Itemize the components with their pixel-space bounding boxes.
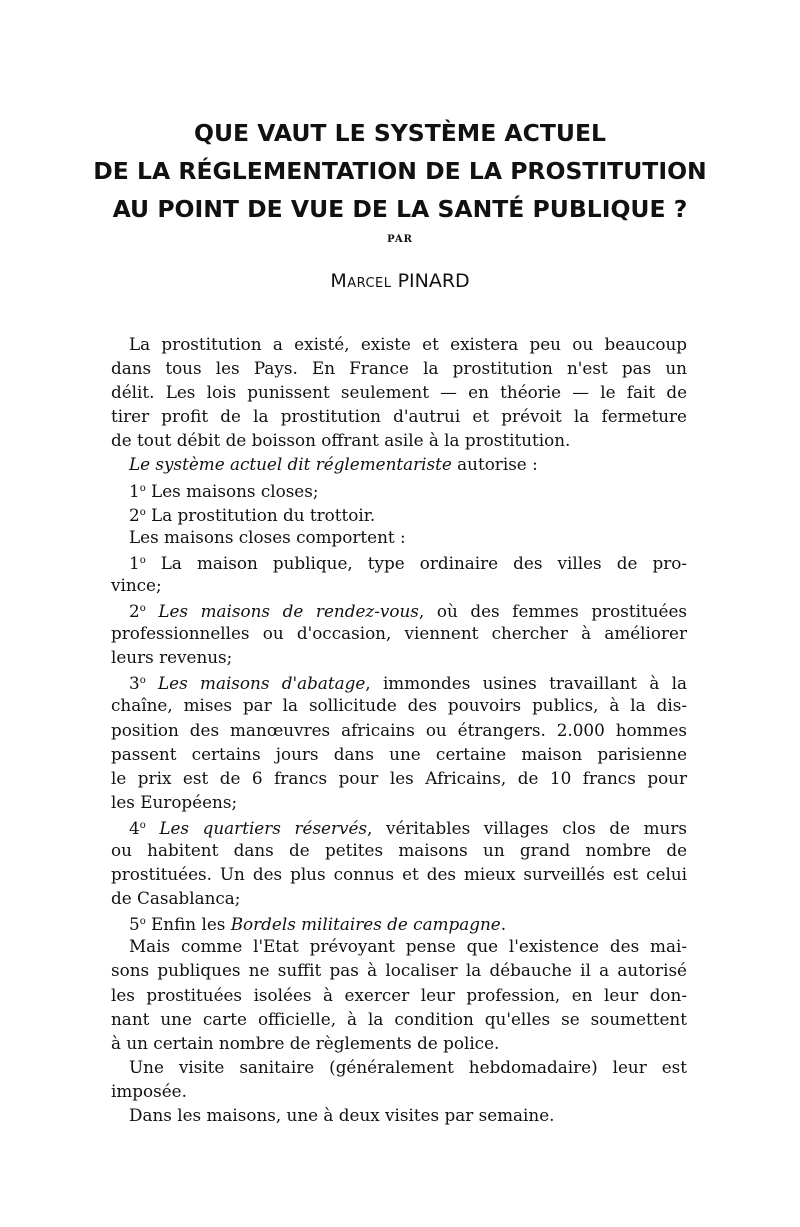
text-line xyxy=(111,838,687,862)
line-text: , véritables villages clos de murs xyxy=(367,817,687,838)
title-line-1: QUE VAUT LE SYSTÈME ACTUEL xyxy=(194,119,606,147)
ordinal-mark: o xyxy=(139,819,146,831)
line-text: ou habitent dans de petites maisons un grand nombre de xyxy=(111,839,687,860)
line-text: les prostituées isolées à exercer leur profession, en leur don- xyxy=(111,984,687,1005)
italic-phrase: Les quartiers réservés xyxy=(145,817,368,838)
text-line xyxy=(111,597,687,621)
line-text: à un certain nombre de règlements de police. xyxy=(111,1032,500,1053)
text-line xyxy=(111,910,687,934)
text-line xyxy=(111,718,687,742)
line-text: prostituées. Un des plus connus et des mieux surveillés est celui xyxy=(111,864,687,885)
body-text xyxy=(111,332,687,1127)
author-first-name: Marcel xyxy=(330,270,392,292)
text-line xyxy=(111,814,687,838)
list-number: 1 xyxy=(129,552,140,573)
text-line xyxy=(111,477,687,501)
text-line xyxy=(111,332,687,356)
italic-phrase: Bordels militaires de campagne xyxy=(230,914,501,935)
text-line xyxy=(111,742,687,766)
line-text: , immondes usines travaillant à la xyxy=(365,673,688,694)
author-last-name: PINARD xyxy=(397,270,470,292)
italic-phrase: Les maisons de rendez-vous xyxy=(145,601,419,622)
line-text: Dans les maisons, une à deux visites par semaine. xyxy=(129,1105,555,1125)
line-text: position des manœuvres africains ou étrangers. 2.000 hommes xyxy=(111,719,687,740)
text-line xyxy=(111,766,687,790)
list-number: 1 xyxy=(129,480,140,501)
title-line-3: AU POINT DE VUE DE LA SANTÉ PUBLIQUE ? xyxy=(112,195,688,223)
list-number: 5 xyxy=(129,914,140,935)
line-text: de Casablanca; xyxy=(111,888,241,909)
line-text: La prostitution a existé, existe et existera peu ou beaucoup xyxy=(129,334,687,354)
text-line xyxy=(111,1007,687,1031)
text-line xyxy=(111,404,687,428)
line-text: dans tous les Pays. En France la prostitution n'est pas un xyxy=(111,358,687,379)
text-line xyxy=(111,573,687,597)
text-line xyxy=(111,862,687,886)
line-text: chaîne, mises par la sollicitude des pouvoirs publics, à la dis- xyxy=(111,695,687,716)
text-line xyxy=(111,958,687,982)
line-text: sons publiques ne suffit pas à localiser la débauche il a autorisé xyxy=(111,960,687,981)
ordinal-mark: o xyxy=(139,554,146,566)
list-number: 4 xyxy=(129,817,140,838)
italic-phrase: Le système actuel dit réglementariste xyxy=(129,454,452,475)
text-line xyxy=(111,934,687,958)
text-line xyxy=(111,525,687,549)
text-line xyxy=(111,983,687,1007)
line-text: délit. Les lois punissent seulement — en théorie — le fait de xyxy=(111,382,687,403)
text-line xyxy=(111,1055,687,1079)
ordinal-mark: o xyxy=(139,916,146,928)
list-number: 3 xyxy=(129,673,140,694)
ordinal-mark: o xyxy=(139,603,146,615)
text-line xyxy=(111,452,687,476)
text-line xyxy=(111,1079,687,1103)
line-text: professionnelles ou d'occasion, viennent chercher à améliorer xyxy=(111,623,687,644)
line-text: nant une carte officielle, à la condition qu'elles se soumettent xyxy=(111,1008,687,1029)
article-title xyxy=(0,114,800,228)
ordinal-mark: o xyxy=(139,506,146,518)
line-text: les Européens; xyxy=(111,791,238,812)
line-text: Une visite sanitaire (généralement hebdomadaire) leur est xyxy=(129,1056,687,1077)
line-text: passent certains jours dans une certaine maison parisienne xyxy=(111,743,687,764)
ordinal-mark: o xyxy=(139,675,146,687)
text-line xyxy=(111,645,687,669)
line-text: de tout débit de boisson offrant asile à la prostitution. xyxy=(111,430,571,451)
text-line xyxy=(111,790,687,814)
line-text: autorise : xyxy=(451,454,538,475)
text-line xyxy=(111,1031,687,1055)
line-text: tirer profit de la prostitution d'autrui et prévoit la fermeture xyxy=(111,406,687,427)
line-text: imposée. xyxy=(111,1080,187,1101)
line-text: La prostitution du trottoir. xyxy=(145,504,376,525)
line-text: Enfin les xyxy=(145,914,231,935)
text-line xyxy=(111,428,687,452)
line-text: , où des femmes prostituées xyxy=(418,601,687,622)
text-line xyxy=(111,1103,687,1127)
title-line-2: DE LA RÉGLEMENTATION DE LA PROSTITUTION xyxy=(93,157,707,185)
author-name xyxy=(0,270,800,292)
byline-par: PAR xyxy=(387,234,413,245)
line-text: La maison publique, type ordinaire des villes de pro- xyxy=(145,552,687,573)
text-line xyxy=(111,356,687,380)
italic-phrase: Les maisons d'abatage xyxy=(145,673,366,694)
line-text: vince; xyxy=(111,574,162,595)
line-text: leurs revenus; xyxy=(111,647,233,668)
list-number: 2 xyxy=(129,601,140,622)
text-line xyxy=(111,380,687,404)
line-text: le prix est de 6 francs pour les Africains, de 10 francs pour xyxy=(111,767,687,788)
text-line xyxy=(111,693,687,717)
line-text: . xyxy=(500,914,507,935)
line-text: Mais comme l'Etat prévoyant pense que l'existence des mai- xyxy=(129,936,687,957)
text-line xyxy=(111,549,687,573)
line-text: Les maisons closes comportent : xyxy=(129,526,406,547)
ordinal-mark: o xyxy=(139,482,146,494)
text-line xyxy=(111,501,687,525)
list-number: 2 xyxy=(129,504,140,525)
text-line xyxy=(111,621,687,645)
text-line xyxy=(111,886,687,910)
line-text: Les maisons closes; xyxy=(145,480,319,501)
text-line xyxy=(111,669,687,693)
